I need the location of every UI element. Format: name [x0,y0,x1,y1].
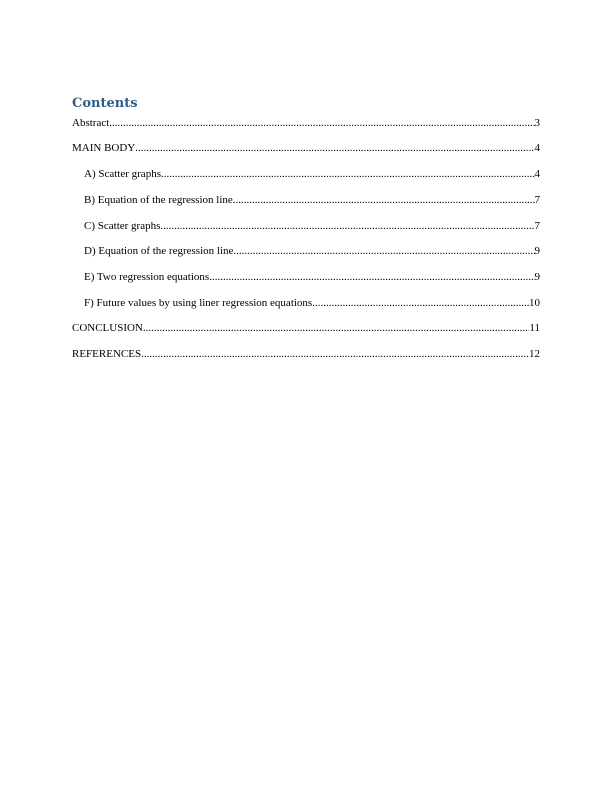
toc-dot-leader [141,347,529,361]
toc-dot-leader [109,116,534,130]
toc-dot-leader [233,193,535,207]
toc-page-number: 10 [529,297,540,309]
toc-entry-title: CONCLUSION [72,322,143,334]
toc-entry-title: MAIN BODY [72,142,136,154]
toc-dot-leader [143,321,530,335]
toc-entry-conclusion[interactable] [72,321,540,335]
toc-entry-two-regression-equations[interactable] [84,270,540,284]
toc-heading: Contents [72,96,138,111]
toc-entry-title: D) Equation of the regression line [84,245,234,257]
toc-page-number: 11 [529,322,540,334]
toc-entry-title: C) Scatter graphs [84,220,161,232]
toc-page-number: 4 [534,168,540,180]
toc-entry-title: A) Scatter graphs [84,168,161,180]
toc-dot-leader [233,244,534,258]
toc-entry-main-body[interactable] [72,141,540,155]
toc-entry-scatter-graphs-c[interactable] [84,219,540,233]
toc-entry-title: B) Equation of the regression line [84,194,233,206]
toc-entry-abstract[interactable] [72,116,540,130]
toc-page-number: 7 [534,220,540,232]
toc-entry-regression-line-d[interactable] [84,244,540,258]
toc-entry-scatter-graphs-a[interactable] [84,167,540,181]
toc-entry-references[interactable] [72,347,540,361]
toc-dot-leader [209,270,534,284]
toc-page-number: 12 [529,348,540,360]
toc-page-number: 9 [534,245,540,257]
toc-dot-leader [160,219,534,233]
toc-entry-title: REFERENCES [72,348,142,360]
toc-dot-leader [135,141,534,155]
toc-dot-leader [312,296,529,310]
toc-dot-leader [161,167,535,181]
toc-entry-regression-line-b[interactable] [84,193,540,207]
toc-entry-title: Abstract [72,117,110,129]
toc-page-number: 7 [534,194,540,206]
toc-entry-title: E) Two regression equations [84,271,210,283]
toc-page-number: 3 [534,117,540,129]
toc-page-number: 9 [534,271,540,283]
toc-entry-future-values[interactable] [84,296,540,310]
toc-page-number: 4 [534,142,540,154]
toc-entry-title: F) Future values by using liner regression equations [84,297,313,309]
